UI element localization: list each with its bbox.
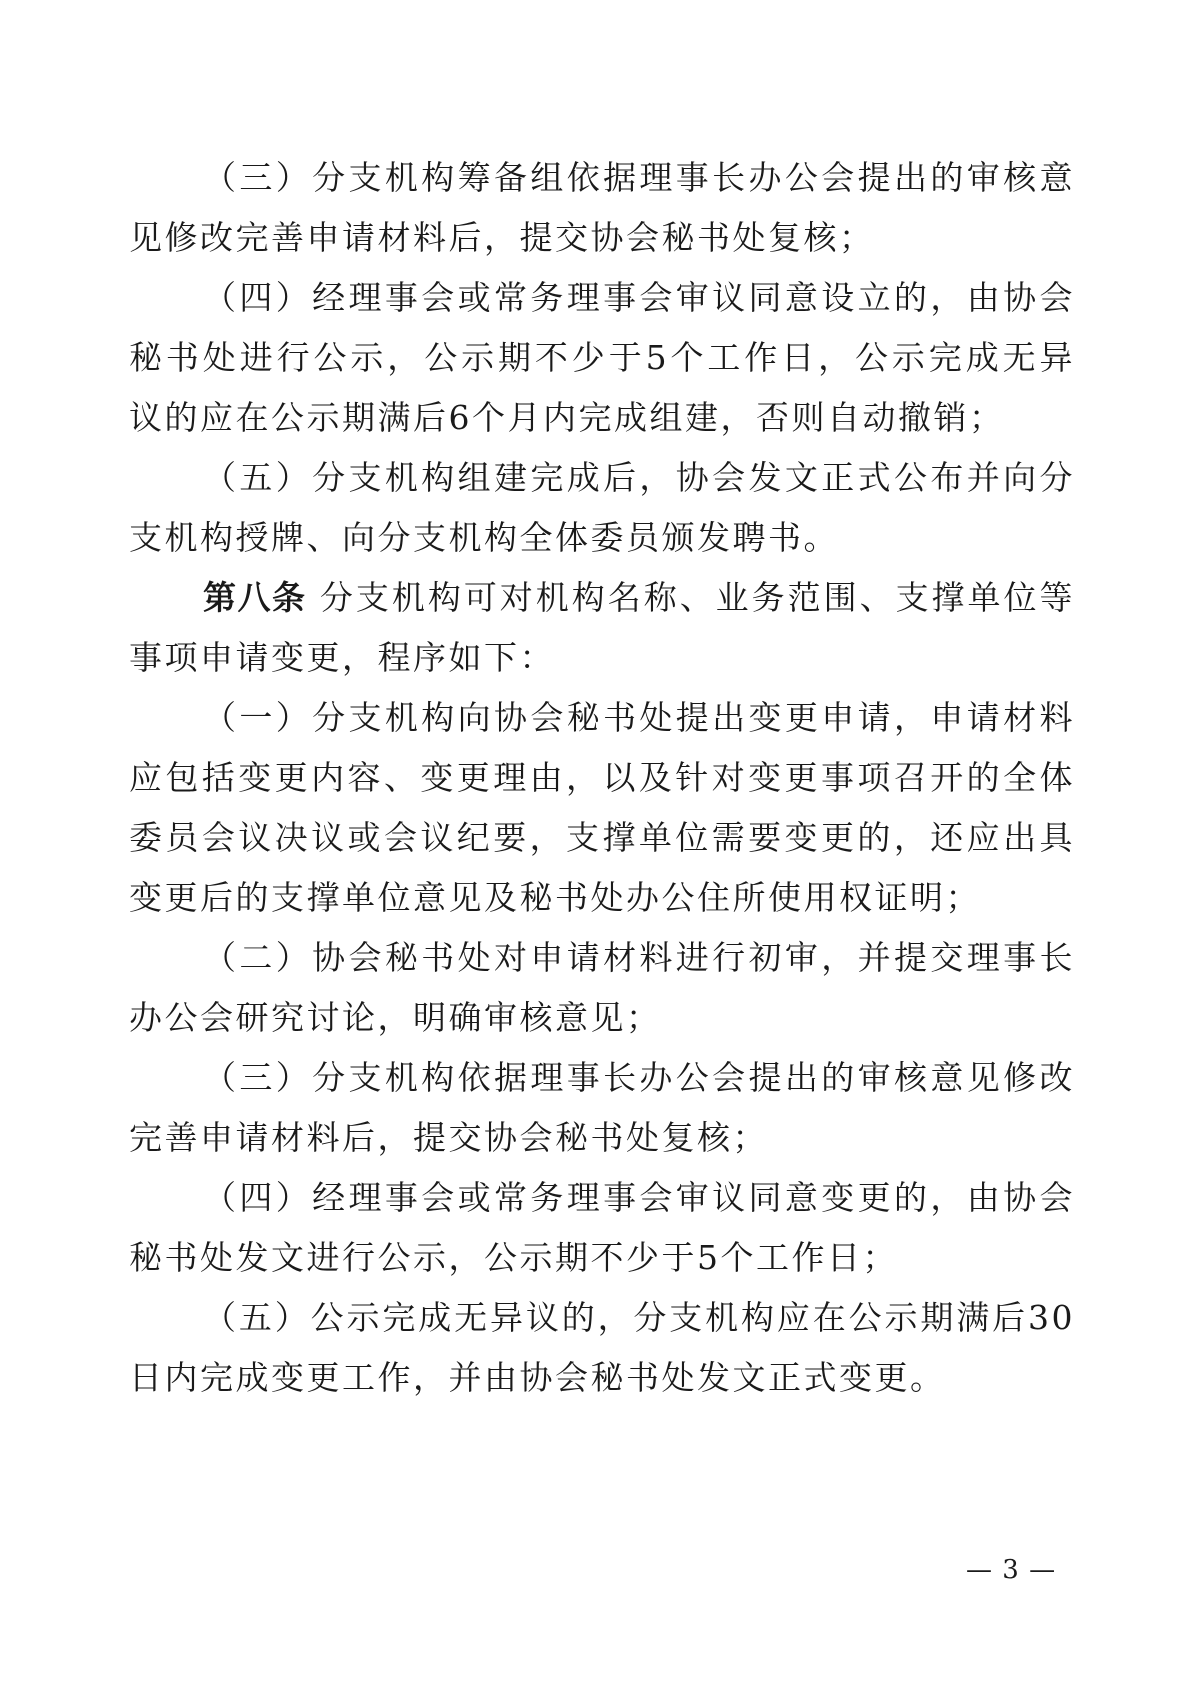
paragraph-5	[129, 448, 1075, 568]
article-8-item-3	[129, 1048, 1075, 1168]
paragraph-text: 分支机构可对机构名称、业务范围、支撑单位等事项申请变更，程序如下：	[129, 578, 1075, 677]
article-8	[129, 568, 1075, 688]
article-8-item-1	[129, 688, 1075, 928]
page-number: — 3 —	[966, 1555, 1057, 1585]
paragraph-text: （三）分支机构筹备组依据理事长办公会提出的审核意见修改完善申请材料后，提交协会秘书处复核；	[129, 158, 1075, 257]
paragraph-text: （四）经理事会或常务理事会审议同意设立的，由协会秘书处进行公示，公示期不少于5个工作日，公示完成无异议的应在公示期满后6个月内完成组建，否则自动撤销；	[129, 278, 1075, 437]
paragraph-text: （五）分支机构组建完成后，协会发文正式公布并向分支机构授牌、向分支机构全体委员颁发聘书。	[129, 458, 1075, 557]
article-heading: 第八条	[203, 578, 307, 617]
document-body	[129, 148, 1075, 1408]
paragraph-text: （五）公示完成无异议的，分支机构应在公示期满后30日内完成变更工作，并由协会秘书处发文正式变更。	[129, 1298, 1075, 1397]
article-8-item-5	[129, 1288, 1075, 1408]
article-8-item-2	[129, 928, 1075, 1048]
paragraph-text: （二）协会秘书处对申请材料进行初审，并提交理事长办公会研究讨论，明确审核意见；	[129, 938, 1075, 1037]
paragraph-4	[129, 268, 1075, 448]
article-8-item-4	[129, 1168, 1075, 1288]
paragraph-text: （三）分支机构依据理事长办公会提出的审核意见修改完善申请材料后，提交协会秘书处复核；	[129, 1058, 1075, 1157]
paragraph-text: （四）经理事会或常务理事会审议同意变更的，由协会秘书处发文进行公示，公示期不少于5个工作日；	[129, 1178, 1075, 1277]
paragraph-3	[129, 148, 1075, 268]
paragraph-text: （一）分支机构向协会秘书处提出变更申请，申请材料应包括变更内容、变更理由，以及针对变更事项召开的全体委员会议决议或会议纪要，支撑单位需要变更的，还应出具变更后的支撑单位意见及秘书处办公住所使用权证明；	[129, 698, 1075, 917]
